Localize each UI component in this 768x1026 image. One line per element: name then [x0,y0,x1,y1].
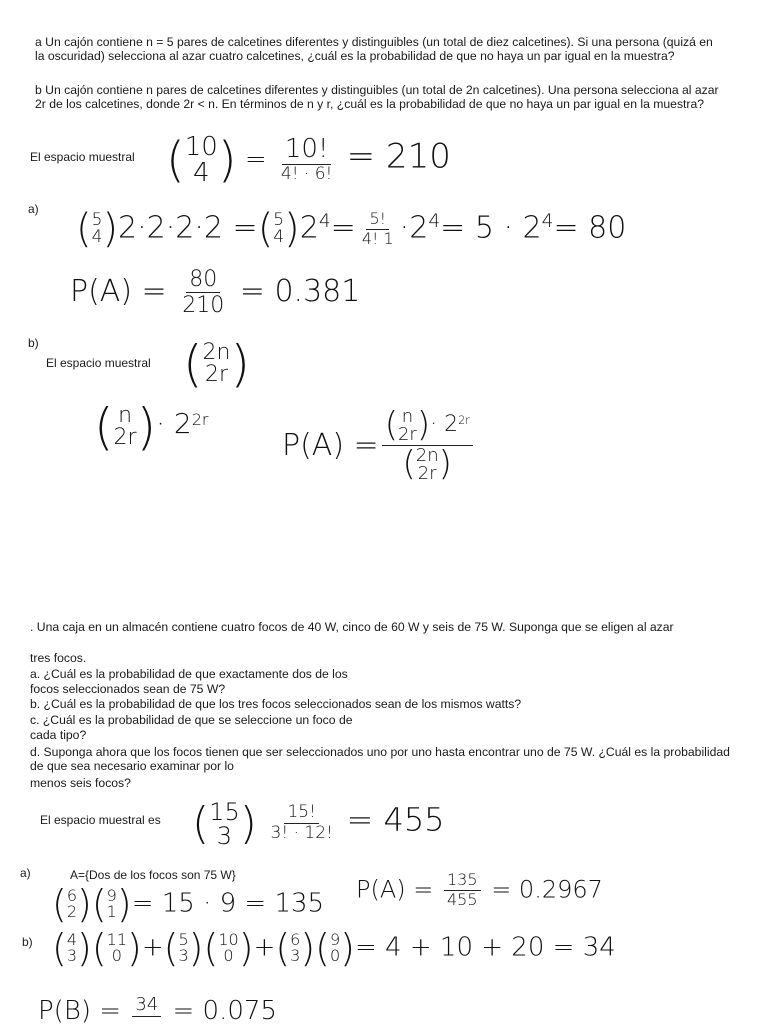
problem2-line2: tres focos. [30,651,87,665]
part-a-calc: ( 5 4 ) 2·2·2·2 = ( 5 4 ) 24= $\frac{5!}{4! 1}$ ·24= 5 · 24= 80 [76,206,627,252]
problem2-sample-space-formula: ( 15 3 ) $\frac{15!}{3! \cdot 12!}$ = 455 [192,797,445,850]
problem2-line4: focos seleccionados sean de 75 W? [30,682,226,696]
problem2-line3: a. ¿Cuál es la probabilidad de que exactamente dos de los [30,667,348,681]
problem2-part-b-calc: ( 4 3 ) ( 11 0 ) + ( 5 3 ) ( 10 0 ) + ( 6 3 ) ( 9 0 ) = 4 + 10 + 20 = 34 [52,926,616,970]
problem2-part-a-event: A={Dos de los focos son 75 W} [70,868,236,882]
part-b-favorable: ( n 2r ) · 22r [94,398,209,456]
problem1-statement-a: a Un cajón contiene n = 5 pares de calcetines diferentes y distinguibles (un total de diez calcetines). Si una persona (quizá en la oscuridad) selecciona al azar cuatro calcetines, ¿cuál es la probabilidad de que no haya un par igual en la muestra? [35,35,713,63]
part-b-sample-space-label: El espacio muestral [46,356,151,370]
part-a-probability: P(A) = $\frac{80}{210}$ = 0.381 [70,267,361,319]
problem2-line7: cada tipo? [30,728,87,742]
sample-space-label: El espacio muestral [30,150,135,164]
part-b-label: b) [28,336,39,350]
problem1-statement-b: b Un cajón contiene n pares de calcetines diferentes y distinguibles (un total de 2n calcetines). Una persona selecciona al azar 2r de los calcetines, donde 2r < n. En términos de n y r, ¿cuál es la probabilidad de que no haya un par igual en la muestra? [35,83,719,111]
problem2-line9: menos seis focos? [30,776,131,790]
problem2-part-b-label: b) [22,935,33,949]
part-b-probability: P(A) = ( n 2r ) · 22r ( 2n 2r ) [282,408,476,483]
problem2-line5: b. ¿Cuál es la probabilidad de que los tres focos seleccionados sean de los mismos watts? [30,697,522,711]
problem2-part-a-probability: P(A) = $\frac{135}{455}$ = 0.2967 [356,870,603,909]
binomial: ( 10 4 ) [166,132,237,188]
problem2-line8: d. Suponga ahora que los focos tienen que ser seleccionados uno por uno hasta encontrar uno de 75 W. ¿Cuál es la probabilidad de que sea necesario examinar por lo [30,745,730,773]
part-b-sample-space: ( 2n 2r ) [183,335,250,393]
part-a-label: a) [28,202,39,216]
problem2-part-b-probability: P(B) = 34 = 0.075 [38,994,277,1026]
problem2-part-a-label: a) [20,866,31,880]
fraction: $\frac{10!}{4! \cdot 6!}$ [280,133,333,185]
sample-space-formula: ( 10 4 ) = $\frac{10!}{4! \cdot 6!}$ = 210 [166,132,451,188]
problem2-part-a-calc: ( 6 2 ) ( 9 1 ) = 15 · 9 = 135 [52,882,325,926]
problem2-sample-space-label: El espacio muestral es [40,813,161,827]
problem2-line1: . Una caja en un almacén contiene cuatro focos de 40 W, cinco de 60 W y seis de 75 W. Suponga que se eligen al azar [30,620,674,634]
problem2-line6: c. ¿Cuál es la probabilidad de que se seleccione un foco de [30,713,353,727]
